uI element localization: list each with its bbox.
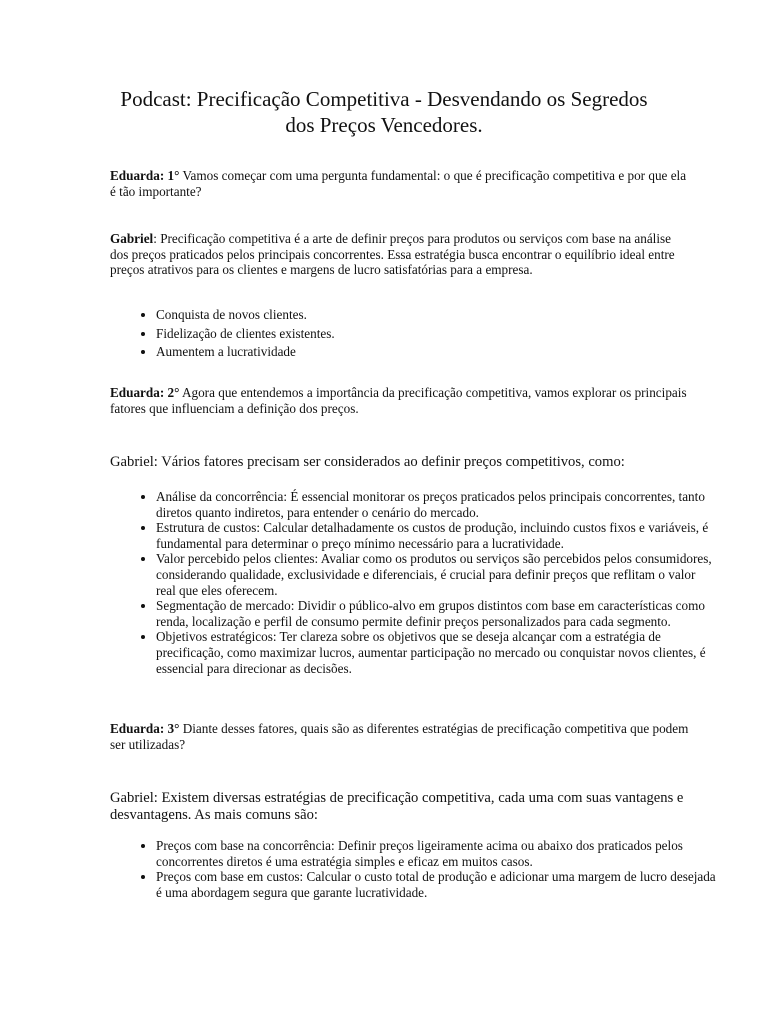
speaker-label: Eduarda: 1° bbox=[110, 168, 180, 183]
answer-3-bullets bbox=[130, 838, 716, 900]
answer-3-intro: Gabriel: Existem diversas estratégias de precificação competitiva, cada uma com suas vantagens e desvantagens. As mais comuns são: bbox=[110, 790, 684, 823]
list-item: • Preços com base em custos: Calcular o custo total de produção e adicionar uma margem de lucro desejada é uma abordagem segura que garante lucratividade. bbox=[156, 869, 716, 900]
title-line-2: dos Preços Vencedores. bbox=[285, 113, 483, 137]
question-1 bbox=[110, 168, 690, 199]
answer-1-bullets bbox=[130, 307, 716, 363]
list-item: • Análise da concorrência: É essencial monitorar os preços praticados pelos principais concorrentes, tanto diretos quanto indiretos, para entender o cenário do mercado. bbox=[156, 489, 716, 520]
answer-1 bbox=[110, 231, 690, 278]
list-item: • Objetivos estratégicos: Ter clareza sobre os objetivos que se deseja alcançar com a estratégia de precificação, como maximizar lucros, aumentar participação no mercado ou conquistar novos clientes, é essencial para direcionar as decisões. bbox=[156, 629, 716, 676]
speaker-label: Eduarda: 3° bbox=[110, 721, 180, 736]
list-item: • Estrutura de custos: Calcular detalhadamente os custos de produção, incluindo custos fixos e variáveis, é fundamental para determinar o preço mínimo necessário para a lucratividade. bbox=[156, 520, 716, 551]
question-text: Agora que entendemos a importância da precificação competitiva, vamos explorar os principais fatores que influenciam a definição dos preços. bbox=[110, 385, 687, 416]
question-3 bbox=[110, 721, 690, 752]
answer-2-bullets bbox=[130, 489, 716, 676]
answer-2-intro: Gabriel: Vários fatores precisam ser considerados ao definir preços competitivos, como: bbox=[110, 454, 625, 470]
question-text: Vamos começar com uma pergunta fundamental: o que é precificação competitiva e por que ela é tão importante? bbox=[110, 168, 687, 199]
speaker-label: Eduarda: 2° bbox=[110, 385, 180, 400]
list-item: • Fidelização de clientes existentes. bbox=[156, 326, 716, 342]
title-line-1: Podcast: Precificação Competitiva - Desvendando os Segredos bbox=[120, 87, 648, 111]
answer-text: : Precificação competitiva é a arte de definir preços para produtos ou serviços com base na análise dos preços praticados pelos principais concorrentes. Essa estratégia busca encontrar o equilíbrio ideal entre preços atrativos para os clientes e margens de lucro satisfatórias para a empresa. bbox=[110, 231, 675, 278]
list-item: • Segmentação de mercado: Dividir o público-alvo em grupos distintos com base em características como renda, localização e perfil de consumo permite definir preços personalizados para cada segmento. bbox=[156, 598, 716, 629]
page-title bbox=[80, 86, 688, 138]
question-2 bbox=[110, 385, 690, 416]
list-item: • Preços com base na concorrência: Definir preços ligeiramente acima ou abaixo dos praticados pelos concorrentes diretos é uma estratégia simples e eficaz em muitos casos. bbox=[156, 838, 716, 869]
list-item: • Conquista de novos clientes. bbox=[156, 307, 716, 323]
speaker-label: Gabriel bbox=[110, 231, 154, 246]
question-text: Diante desses fatores, quais são as diferentes estratégias de precificação competitiva que podem ser utilizadas? bbox=[110, 721, 689, 752]
list-item: • Aumentem a lucratividade bbox=[156, 344, 716, 360]
list-item: • Valor percebido pelos clientes: Avaliar como os produtos ou serviços são percebidos pelos consumidores, considerando qualidade, exclusividade e diferenciais, é crucial para definir preços que reflitam o valor real que eles oferecem. bbox=[156, 551, 716, 598]
